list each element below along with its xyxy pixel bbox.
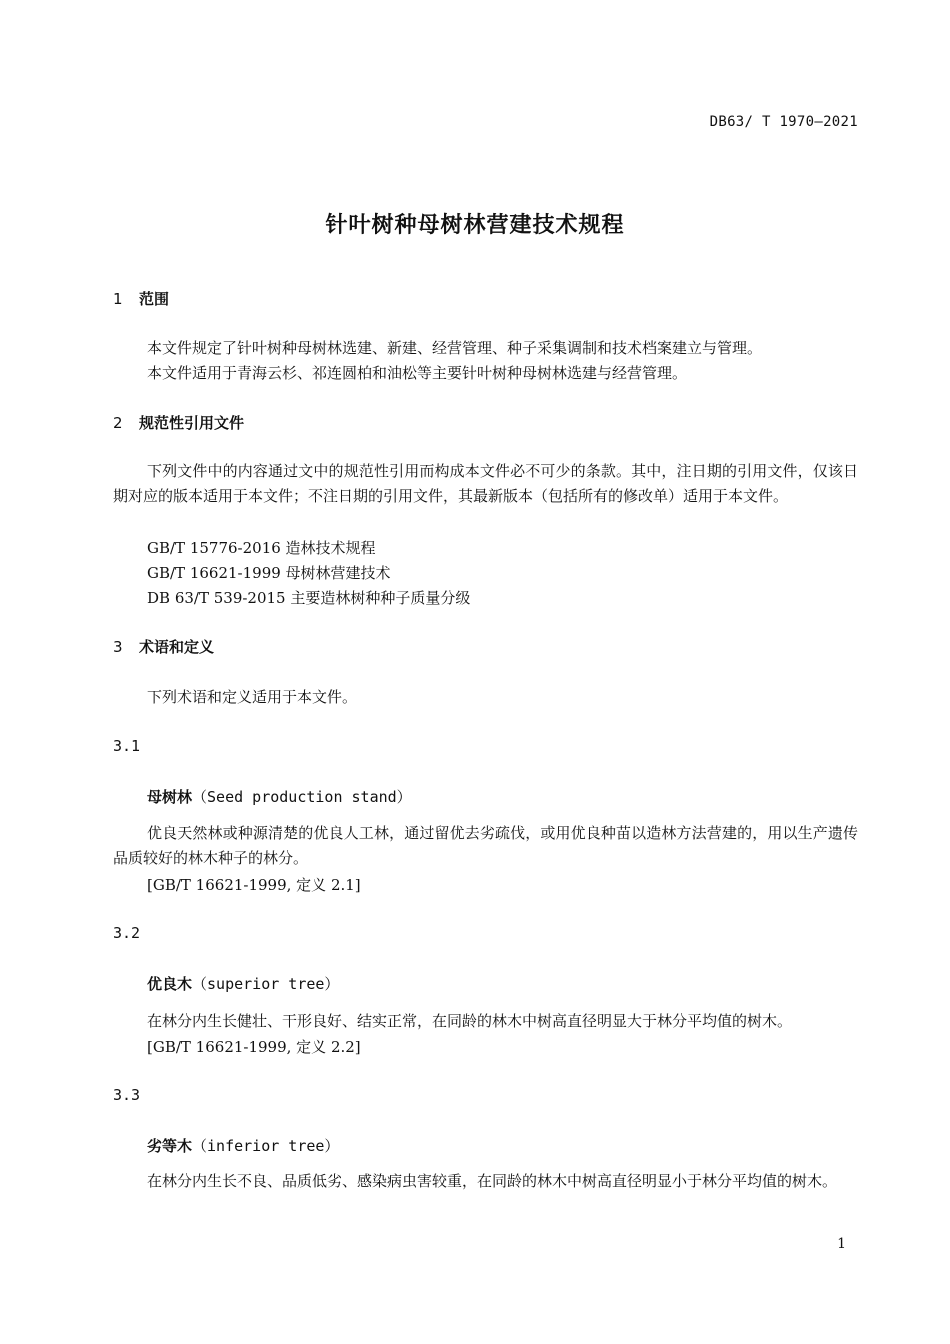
term-number: 3.1 bbox=[113, 737, 141, 755]
term-number: 3.2 bbox=[113, 924, 141, 942]
section-number: 3 bbox=[113, 638, 123, 656]
reference-item: DB 63/T 539-2015 主要造林树种种子质量分级 bbox=[147, 589, 471, 607]
doc-code-header: DB63/ T 1970—2021 bbox=[709, 114, 858, 130]
reference-item: GB/T 16621-1999 母树林营建技术 bbox=[147, 564, 391, 582]
scope-paragraph-1: 本文件规定了针叶树种母树林选建、新建、经营管理、种子采集调制和技术档案建立与管理。 bbox=[147, 339, 763, 357]
term-name bbox=[147, 1135, 339, 1156]
term-name-en: （inferior tree） bbox=[192, 1137, 340, 1155]
term-source: [GB/T 16621-1999, 定义 2.1] bbox=[147, 876, 361, 894]
section-number: 2 bbox=[113, 414, 123, 432]
normative-references-intro: 下列文件中的内容通过文中的规范性引用而构成本文件必不可少的条款。其中，注日期的引用文件，仅该日期对应的版本适用于本文件；不注日期的引用文件，其最新版本（包括所有的修改单）适用于本文件。 bbox=[113, 462, 858, 505]
document-title: 针叶树种母树林营建技术规程 bbox=[325, 213, 625, 238]
section-title: 范围 bbox=[139, 290, 170, 308]
term-name-zh: 母树林 bbox=[147, 788, 193, 806]
term-number: 3.3 bbox=[113, 1086, 141, 1104]
page-number: 1 bbox=[837, 1236, 846, 1252]
term-name bbox=[147, 973, 339, 994]
term-definition: 在林分内生长不良、品质低劣、感染病虫害较重，在同龄的林木中树高直径明显小于林分平均值的树木。 bbox=[147, 1172, 838, 1190]
terms-intro: 下列术语和定义适用于本文件。 bbox=[147, 688, 358, 706]
term-name-en: （superior tree） bbox=[192, 975, 340, 993]
term-name-zh: 优良木 bbox=[147, 975, 193, 993]
term-source: [GB/T 16621-1999, 定义 2.2] bbox=[147, 1038, 361, 1056]
term-name-zh: 劣等木 bbox=[147, 1137, 193, 1155]
section-title: 规范性引用文件 bbox=[139, 414, 245, 432]
section-2-heading bbox=[113, 412, 244, 433]
section-1-heading bbox=[113, 288, 169, 309]
term-name bbox=[147, 786, 412, 807]
section-3-heading bbox=[113, 636, 214, 657]
section-number: 1 bbox=[113, 290, 123, 308]
term-definition: 在林分内生长健壮、干形良好、结实正常，在同龄的林木中树高直径明显大于林分平均值的树木。 bbox=[147, 1012, 793, 1030]
scope-paragraph-2: 本文件适用于青海云杉、祁连圆柏和油松等主要针叶树种母树林选建与经营管理。 bbox=[147, 364, 688, 382]
term-name-en: （Seed production stand） bbox=[192, 788, 412, 806]
term-definition: 优良天然林或种源清楚的优良人工林，通过留优去劣疏伐，或用优良种苗以造林方法营建的，用以生产遗传品质较好的林木种子的林分。 bbox=[113, 824, 858, 867]
reference-item: GB/T 15776-2016 造林技术规程 bbox=[147, 539, 376, 557]
section-title: 术语和定义 bbox=[139, 638, 215, 656]
